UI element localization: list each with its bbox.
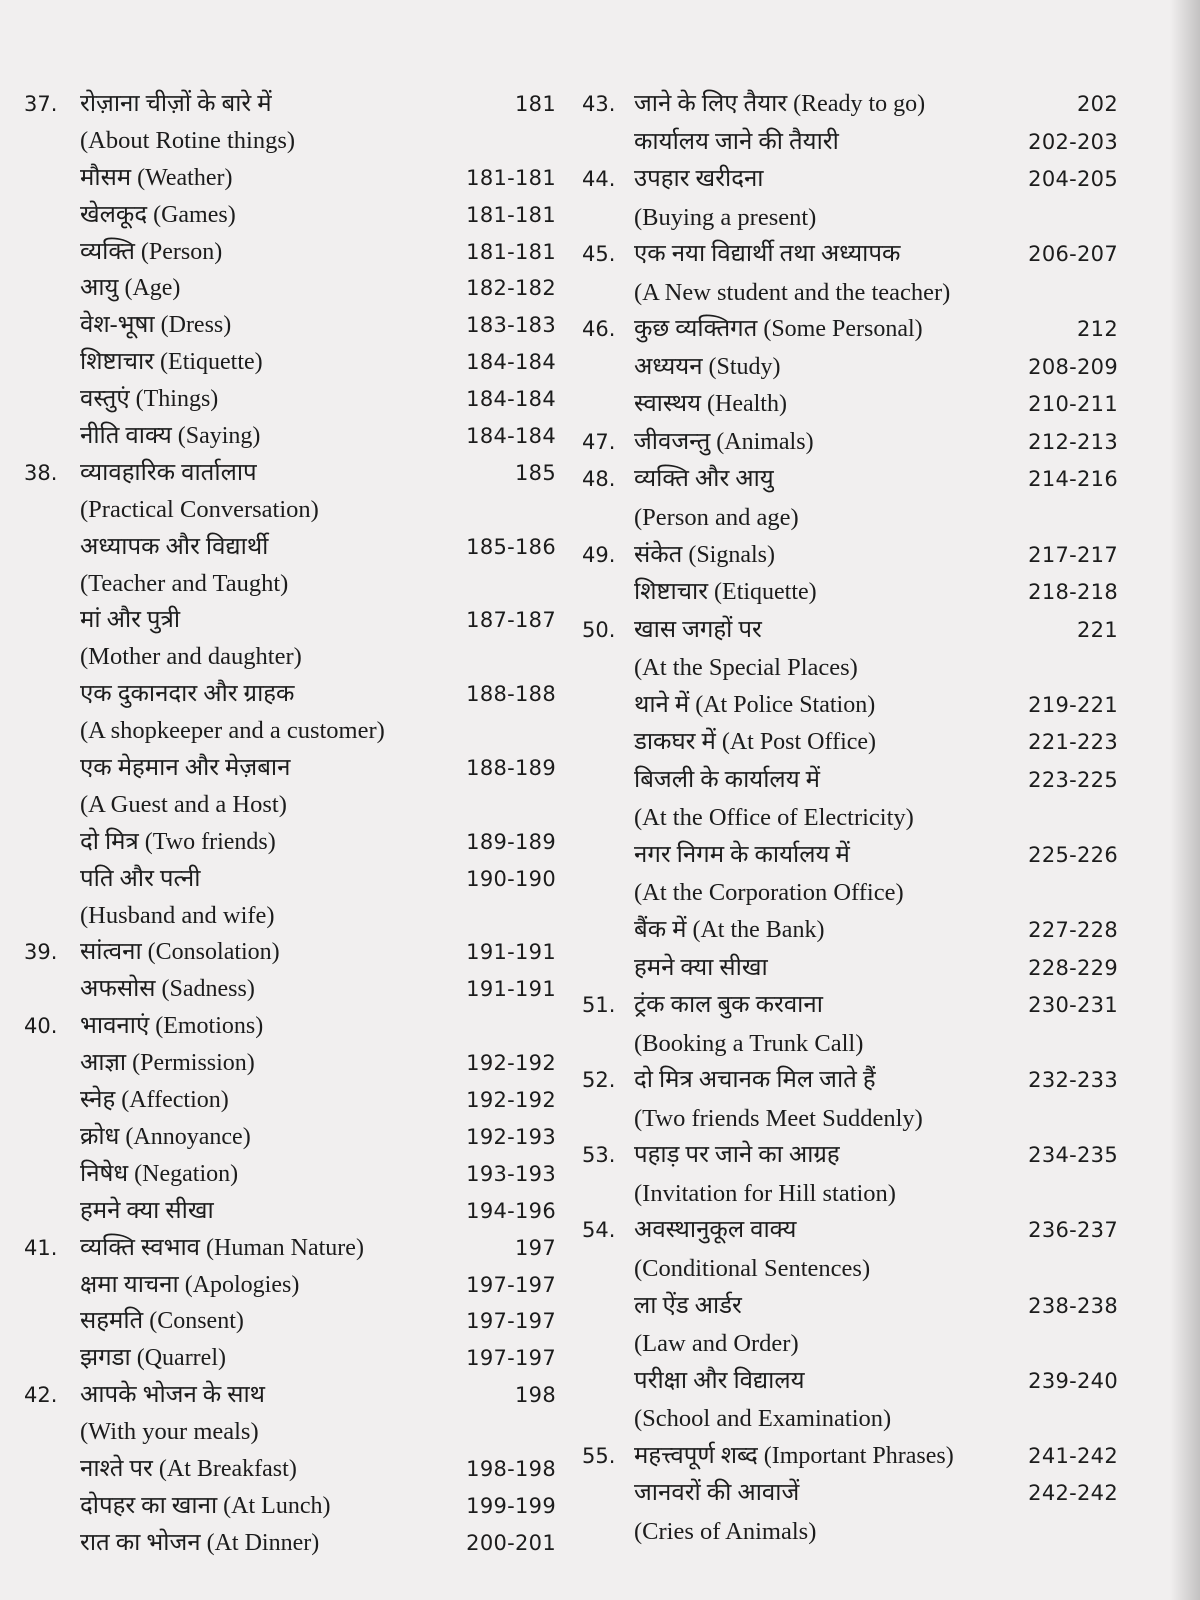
entry-title: (Cries of Animals) xyxy=(634,1517,817,1545)
toc-entry xyxy=(24,160,556,197)
entry-title: झगडा (Quarrel) xyxy=(80,1345,226,1372)
entry-title: व्यक्ति (Person) xyxy=(80,238,223,265)
entry-title: आयु (Age) xyxy=(80,275,181,302)
entry-title: रात का भोजन (At Dinner) xyxy=(80,1529,320,1556)
entry-title: जीवजन्तु (Animals) xyxy=(634,428,814,455)
toc-entry xyxy=(582,124,1118,162)
toc-entry xyxy=(582,612,1118,650)
entry-page-range: 210-211 xyxy=(1028,392,1118,417)
entry-page-range: 187-187 xyxy=(466,608,556,633)
entry-page-range: 181 xyxy=(515,92,556,116)
entry-title: कार्यालय जाने की तैयारी xyxy=(634,128,839,155)
entry-title: (With your meals) xyxy=(80,1418,259,1446)
toc-entry xyxy=(582,236,1118,274)
toc-entry xyxy=(24,1488,556,1525)
entry-number: 43. xyxy=(582,92,616,116)
entry-title: आपके भोजन के साथ xyxy=(80,1382,266,1409)
toc-entry xyxy=(582,1288,1118,1326)
entry-page-range: 232-233 xyxy=(1028,1068,1118,1093)
entry-page-range: 199-199 xyxy=(466,1493,556,1518)
entry-title: निषेध (Negation) xyxy=(80,1160,239,1187)
entry-page-range: 192-192 xyxy=(466,1051,556,1076)
toc-left-column xyxy=(24,86,556,1562)
toc-entry xyxy=(582,311,1118,349)
toc-entry xyxy=(582,1475,1118,1513)
entry-number: 51. xyxy=(582,993,616,1018)
entry-title: ट्रंक काल बुक करवाना xyxy=(634,992,823,1019)
entry-title: (Two friends Meet Suddenly) xyxy=(634,1104,923,1132)
toc-entry xyxy=(582,386,1118,424)
entry-page-range: 208-209 xyxy=(1028,354,1118,379)
entry-title: एक दुकानदार और ग्राहक xyxy=(80,681,295,708)
entry-title: (Person and age) xyxy=(634,504,799,532)
entry-page-range: 191-191 xyxy=(466,977,556,1002)
entry-title: बैंक में (At the Bank) xyxy=(634,917,825,944)
toc-entry xyxy=(24,1414,556,1451)
toc-entry xyxy=(582,199,1118,237)
entry-title: डाकघर में (At Post Office) xyxy=(634,729,877,756)
entry-title: जानवरों की आवाजें xyxy=(634,1480,800,1507)
entry-title: क्षमा याचना (Apologies) xyxy=(80,1271,300,1298)
entry-title: हमने क्या सीखा xyxy=(634,954,768,981)
toc-entry xyxy=(582,950,1118,988)
toc-entry xyxy=(582,1513,1118,1551)
entry-page-range: 185 xyxy=(515,460,556,485)
entry-page-range: 184-184 xyxy=(466,387,556,412)
toc-entry xyxy=(24,1267,556,1304)
entry-title: वस्तुएं (Things) xyxy=(80,386,219,413)
entry-page-range: 221-223 xyxy=(1028,730,1118,755)
toc-entry xyxy=(582,649,1118,687)
toc-right-column xyxy=(582,86,1118,1550)
entry-title: सहमति (Consent) xyxy=(80,1308,244,1335)
toc-entry xyxy=(24,418,556,455)
toc-entry xyxy=(24,1082,556,1119)
toc-entry xyxy=(24,381,556,418)
entry-page-range: 214-216 xyxy=(1028,467,1118,492)
entry-page-range: 181-181 xyxy=(466,202,556,227)
toc-entry xyxy=(582,687,1118,725)
entry-title: महत्त्वपूर्ण शब्द (Important Phrases) xyxy=(634,1442,954,1469)
toc-entry xyxy=(582,837,1118,875)
entry-number: 39. xyxy=(24,940,58,965)
entry-title: (Law and Order) xyxy=(634,1330,799,1358)
entry-title: (A shopkeeper and a customer) xyxy=(80,717,385,745)
toc-entry xyxy=(24,344,556,381)
toc-entry xyxy=(582,349,1118,387)
toc-entry xyxy=(24,787,556,824)
entry-page-range: 242-242 xyxy=(1028,1481,1118,1506)
entry-title: नीति वाक्य (Saying) xyxy=(80,423,261,450)
entry-title: शिष्टाचार (Etiquette) xyxy=(634,579,817,606)
toc-entry xyxy=(24,971,556,1008)
entry-page-range: 228-229 xyxy=(1028,955,1118,980)
toc-entry xyxy=(24,1340,556,1377)
entry-page-range: 225-226 xyxy=(1028,842,1118,867)
entry-page-range: 190-190 xyxy=(466,866,556,891)
toc-entry xyxy=(24,1230,556,1267)
entry-number: 55. xyxy=(582,1443,616,1468)
entry-page-range: 219-221 xyxy=(1028,692,1118,717)
toc-entry xyxy=(582,1438,1118,1476)
entry-number: 49. xyxy=(582,542,616,567)
toc-entry xyxy=(582,987,1118,1025)
entry-page-range: 184-184 xyxy=(466,350,556,375)
toc-entry xyxy=(24,197,556,234)
entry-number: 40. xyxy=(24,1014,58,1039)
entry-page-range: 183-183 xyxy=(466,313,556,338)
entry-page-range: 188-188 xyxy=(466,682,556,707)
entry-title: मौसम (Weather) xyxy=(80,164,233,191)
entry-page-range: 218-218 xyxy=(1028,580,1118,605)
toc-entry xyxy=(24,234,556,271)
entry-page-range: 197-197 xyxy=(466,1346,556,1371)
toc-entry xyxy=(24,713,556,750)
entry-title: पति और पत्नी xyxy=(80,865,201,892)
entry-number: 37. xyxy=(24,92,58,116)
entry-title: कुछ व्यक्तिगत (Some Personal) xyxy=(634,316,923,343)
entry-page-range: 184-184 xyxy=(466,424,556,449)
toc-entry xyxy=(24,861,556,898)
toc-entry xyxy=(24,1156,556,1193)
entry-title: जाने के लिए तैयार (Ready to go) xyxy=(634,91,926,117)
toc-entry xyxy=(582,874,1118,912)
entry-page-range: 188-189 xyxy=(466,756,556,781)
entry-number: 54. xyxy=(582,1218,616,1243)
toc-entry xyxy=(582,1325,1118,1363)
entry-title: अध्ययन (Study) xyxy=(634,353,781,380)
entry-title: थाने में (At Police Station) xyxy=(634,691,876,718)
entry-title: नाश्ते पर (At Breakfast) xyxy=(80,1455,297,1482)
entry-title: (School and Examination) xyxy=(634,1405,892,1433)
entry-title: अध्यापक और विद्यार्थी xyxy=(80,533,269,560)
toc-entry xyxy=(24,1525,556,1562)
entry-title: एक नया विद्यार्थी तथा अध्यापक xyxy=(634,241,901,268)
toc-entry xyxy=(24,492,556,529)
entry-title: (Conditional Sentences) xyxy=(634,1254,871,1282)
toc-entry xyxy=(24,86,556,123)
toc-entry xyxy=(582,1137,1118,1175)
toc-entry xyxy=(24,824,556,861)
entry-title: दोपहर का खाना (At Lunch) xyxy=(80,1492,331,1519)
toc-entry xyxy=(24,123,556,160)
entry-title: संकेत (Signals) xyxy=(634,541,775,568)
entry-title: व्यक्ति और आयु xyxy=(634,466,774,493)
entry-page-range: 202-203 xyxy=(1028,129,1118,154)
toc-entry xyxy=(582,574,1118,612)
entry-title: (A Guest and a Host) xyxy=(80,790,287,818)
toc-entry xyxy=(582,1175,1118,1213)
entry-number: 38. xyxy=(24,460,58,485)
toc-entry xyxy=(24,1045,556,1082)
entry-page-range: 212 xyxy=(1077,317,1118,342)
entry-title: पहाड़ पर जाने का आग्रह xyxy=(634,1142,840,1169)
entry-page-range: 221 xyxy=(1077,617,1118,642)
entry-title: (Buying a present) xyxy=(634,203,817,231)
toc-entry xyxy=(582,1212,1118,1250)
entry-title: आज्ञा (Permission) xyxy=(80,1050,255,1077)
entry-number: 48. xyxy=(582,467,616,492)
entry-title: एक मेहमान और मेज़बान xyxy=(80,755,291,782)
toc-entry xyxy=(24,307,556,344)
toc-entry xyxy=(582,1400,1118,1438)
entry-title: (At the Office of Electricity) xyxy=(634,804,914,832)
toc-entry xyxy=(24,1008,556,1045)
toc-entry xyxy=(582,161,1118,199)
entry-title: वेश-भूषा (Dress) xyxy=(80,312,232,339)
entry-number: 47. xyxy=(582,429,616,454)
toc-entry xyxy=(582,912,1118,950)
entry-title: मां और पुत्री xyxy=(80,607,181,634)
entry-page-range: 192-193 xyxy=(466,1124,556,1149)
entry-number: 46. xyxy=(582,317,616,342)
entry-page-range: 239-240 xyxy=(1028,1368,1118,1393)
entry-number: 50. xyxy=(582,617,616,642)
toc-entry xyxy=(582,1250,1118,1288)
entry-title: सांत्वना (Consolation) xyxy=(80,939,280,966)
toc-entry xyxy=(24,1303,556,1340)
toc-entry xyxy=(24,455,556,492)
toc-entry xyxy=(582,274,1118,312)
entry-number: 53. xyxy=(582,1143,616,1168)
entry-page-range: 189-189 xyxy=(466,829,556,854)
entry-title: ला ऐंड आर्डर xyxy=(634,1292,742,1319)
entry-title: (At the Special Places) xyxy=(634,654,858,682)
entry-page-range: 206-207 xyxy=(1028,242,1118,267)
toc-entry xyxy=(24,270,556,307)
entry-title: (At the Corporation Office) xyxy=(634,879,904,907)
entry-title: (About Rotine things) xyxy=(80,126,296,154)
toc-entry xyxy=(24,1451,556,1488)
toc-entry xyxy=(582,1363,1118,1401)
entry-number: 52. xyxy=(582,1068,616,1093)
toc-entry xyxy=(24,566,556,603)
toc-entry xyxy=(582,1100,1118,1138)
entry-page-range: 191-191 xyxy=(466,940,556,965)
entry-title: दो मित्र अचानक मिल जाते हैं xyxy=(634,1067,876,1094)
entry-page-range: 223-225 xyxy=(1028,767,1118,792)
entry-page-range: 238-238 xyxy=(1028,1293,1118,1318)
toc-entry xyxy=(24,898,556,935)
toc-entry xyxy=(24,750,556,787)
entry-page-range: 227-228 xyxy=(1028,918,1118,943)
entry-page-range: 197 xyxy=(515,1235,556,1260)
entry-number: 41. xyxy=(24,1235,58,1260)
entry-page-range: 198-198 xyxy=(466,1456,556,1481)
entry-title: दो मित्र (Two friends) xyxy=(80,828,276,855)
toc-entry xyxy=(582,424,1118,462)
entry-title: भावनाएं (Emotions) xyxy=(80,1013,264,1040)
toc-entry xyxy=(582,762,1118,800)
toc-entry xyxy=(24,602,556,639)
entry-page-range: 198 xyxy=(515,1383,556,1408)
entry-page-range: 182-182 xyxy=(466,276,556,301)
entry-title: (A New student and the teacher) xyxy=(634,278,951,306)
toc-entry xyxy=(24,639,556,676)
entry-title: शिष्टाचार (Etiquette) xyxy=(80,349,263,376)
toc-entry xyxy=(582,499,1118,537)
entry-title: खेलकूद (Games) xyxy=(80,201,236,228)
entry-number: 45. xyxy=(582,242,616,267)
entry-page-range: 192-192 xyxy=(466,1088,556,1113)
entry-page-range: 202 xyxy=(1077,92,1118,116)
toc-entry xyxy=(24,1377,556,1414)
toc-entry xyxy=(24,1193,556,1230)
entry-title: (Booking a Trunk Call) xyxy=(634,1029,864,1057)
entry-page-range: 181-181 xyxy=(466,165,556,190)
entry-number: 44. xyxy=(582,167,616,192)
entry-number: 42. xyxy=(24,1383,58,1408)
entry-title: उपहार खरीदना xyxy=(634,166,764,193)
entry-page-range: 204-205 xyxy=(1028,167,1118,192)
entry-title: परीक्षा और विद्यालय xyxy=(634,1367,805,1394)
entry-title: हमने क्या सीखा xyxy=(80,1197,214,1224)
entry-page-range: 185-186 xyxy=(466,534,556,559)
entry-page-range: 193-193 xyxy=(466,1161,556,1186)
entry-title: व्यावहारिक वार्तालाप xyxy=(80,459,257,486)
entry-page-range: 241-242 xyxy=(1028,1443,1118,1468)
toc-entry xyxy=(582,799,1118,837)
entry-page-range: 234-235 xyxy=(1028,1143,1118,1168)
toc-entry xyxy=(582,537,1118,575)
toc-entry xyxy=(582,1025,1118,1063)
entry-title: बिजली के कार्यालय में xyxy=(634,766,820,793)
entry-page-range: 197-197 xyxy=(466,1309,556,1334)
entry-title: व्यक्ति स्वभाव (Human Nature) xyxy=(80,1234,364,1261)
entry-page-range: 212-213 xyxy=(1028,429,1118,454)
entry-title: क्रोध (Annoyance) xyxy=(80,1123,251,1150)
entry-page-range: 194-196 xyxy=(466,1198,556,1223)
entry-title: स्वास्थय (Health) xyxy=(634,391,787,418)
entry-title: (Husband and wife) xyxy=(80,901,275,929)
entry-page-range: 236-237 xyxy=(1028,1218,1118,1243)
page-edge-shadow xyxy=(1170,0,1200,1600)
entry-title: नगर निगम के कार्यालय में xyxy=(634,841,850,868)
entry-title: स्नेह (Affection) xyxy=(80,1087,229,1114)
entry-title: (Invitation for Hill station) xyxy=(634,1179,896,1207)
entry-page-range: 217-217 xyxy=(1028,542,1118,567)
entry-title: (Mother and daughter) xyxy=(80,643,302,671)
entry-title: अवस्थानुकूल वाक्य xyxy=(634,1217,797,1244)
entry-title: अफसोस (Sadness) xyxy=(80,976,255,1003)
toc-entry xyxy=(582,461,1118,499)
entry-title: रोज़ाना चीज़ों के बारे में xyxy=(80,91,272,117)
toc-entry xyxy=(24,1119,556,1156)
toc-entry xyxy=(24,676,556,713)
entry-title: खास जगहों पर xyxy=(634,616,762,643)
entry-page-range: 181-181 xyxy=(466,239,556,264)
toc-entry xyxy=(582,86,1118,124)
toc-entry xyxy=(24,934,556,971)
entry-title: (Practical Conversation) xyxy=(80,495,319,523)
toc-entry xyxy=(582,724,1118,762)
entry-title: (Teacher and Taught) xyxy=(80,569,289,597)
entry-page-range: 197-197 xyxy=(466,1272,556,1297)
toc-entry xyxy=(24,529,556,566)
entry-page-range: 230-231 xyxy=(1028,993,1118,1018)
entry-page-range: 200-201 xyxy=(466,1530,556,1555)
toc-entry xyxy=(582,1062,1118,1100)
